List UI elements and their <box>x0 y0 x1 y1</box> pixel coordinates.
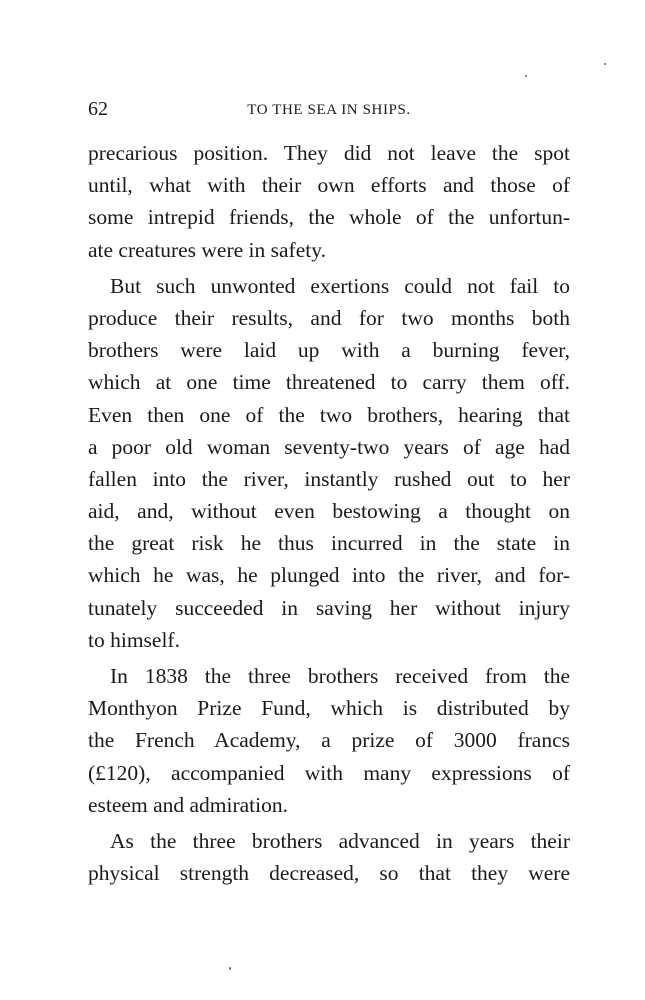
text-line: But such unwonted exertions could not fail to <box>110 273 570 298</box>
paper-speck <box>525 75 527 77</box>
text-line: to himself. <box>88 627 180 652</box>
text-line: precarious position. They did not leave the spot <box>88 141 570 165</box>
page-number: 62 <box>88 98 108 120</box>
paragraph-4 <box>88 825 570 889</box>
text-line: (£120), accompanied with many expressions of <box>88 760 570 785</box>
paragraph-2 <box>88 270 570 656</box>
page-header <box>88 97 570 121</box>
text-line: which at one time threatened to carry them off. <box>88 370 570 395</box>
text-line: a poor old woman seventy-two years of age had <box>88 434 570 459</box>
text-line: tunately succeeded in saving her without injury <box>88 595 570 620</box>
text-line: Even then one of the two brothers, hearing that <box>88 402 570 427</box>
text-line: some intrepid friends, the whole of the unfortun- <box>88 205 570 230</box>
text-line: esteem and admiration. <box>88 792 288 817</box>
body-text <box>88 137 570 889</box>
text-line: In 1838 the three brothers received from the <box>110 664 570 688</box>
text-line: the French Academy, a prize of 3000 francs <box>88 728 570 753</box>
paper-speck <box>229 967 231 970</box>
text-line: the great risk he thus incurred in the state in <box>88 531 570 556</box>
text-line: As the three brothers advanced in years their <box>110 828 570 853</box>
text-line: Monthyon Prize Fund, which is distributed by <box>88 696 570 721</box>
text-line: until, what with their own efforts and those of <box>88 173 570 198</box>
text-line: which he was, he plunged into the river, and for- <box>88 563 570 588</box>
text-line: aid, and, without even bestowing a thought on <box>88 499 570 524</box>
paragraph-3 <box>88 660 570 821</box>
paragraph-1 <box>88 137 570 266</box>
text-line: produce their results, and for two months both <box>88 305 570 330</box>
text-line: fallen into the river, instantly rushed out to her <box>88 466 570 491</box>
paper-speck <box>604 63 606 65</box>
text-line: ate creatures were in safety. <box>88 237 326 262</box>
running-title: TO THE SEA IN SHIPS. <box>247 102 411 118</box>
text-line: brothers were laid up with a burning fever, <box>88 338 570 363</box>
text-line: physical strength decreased, so that they were <box>88 861 570 886</box>
